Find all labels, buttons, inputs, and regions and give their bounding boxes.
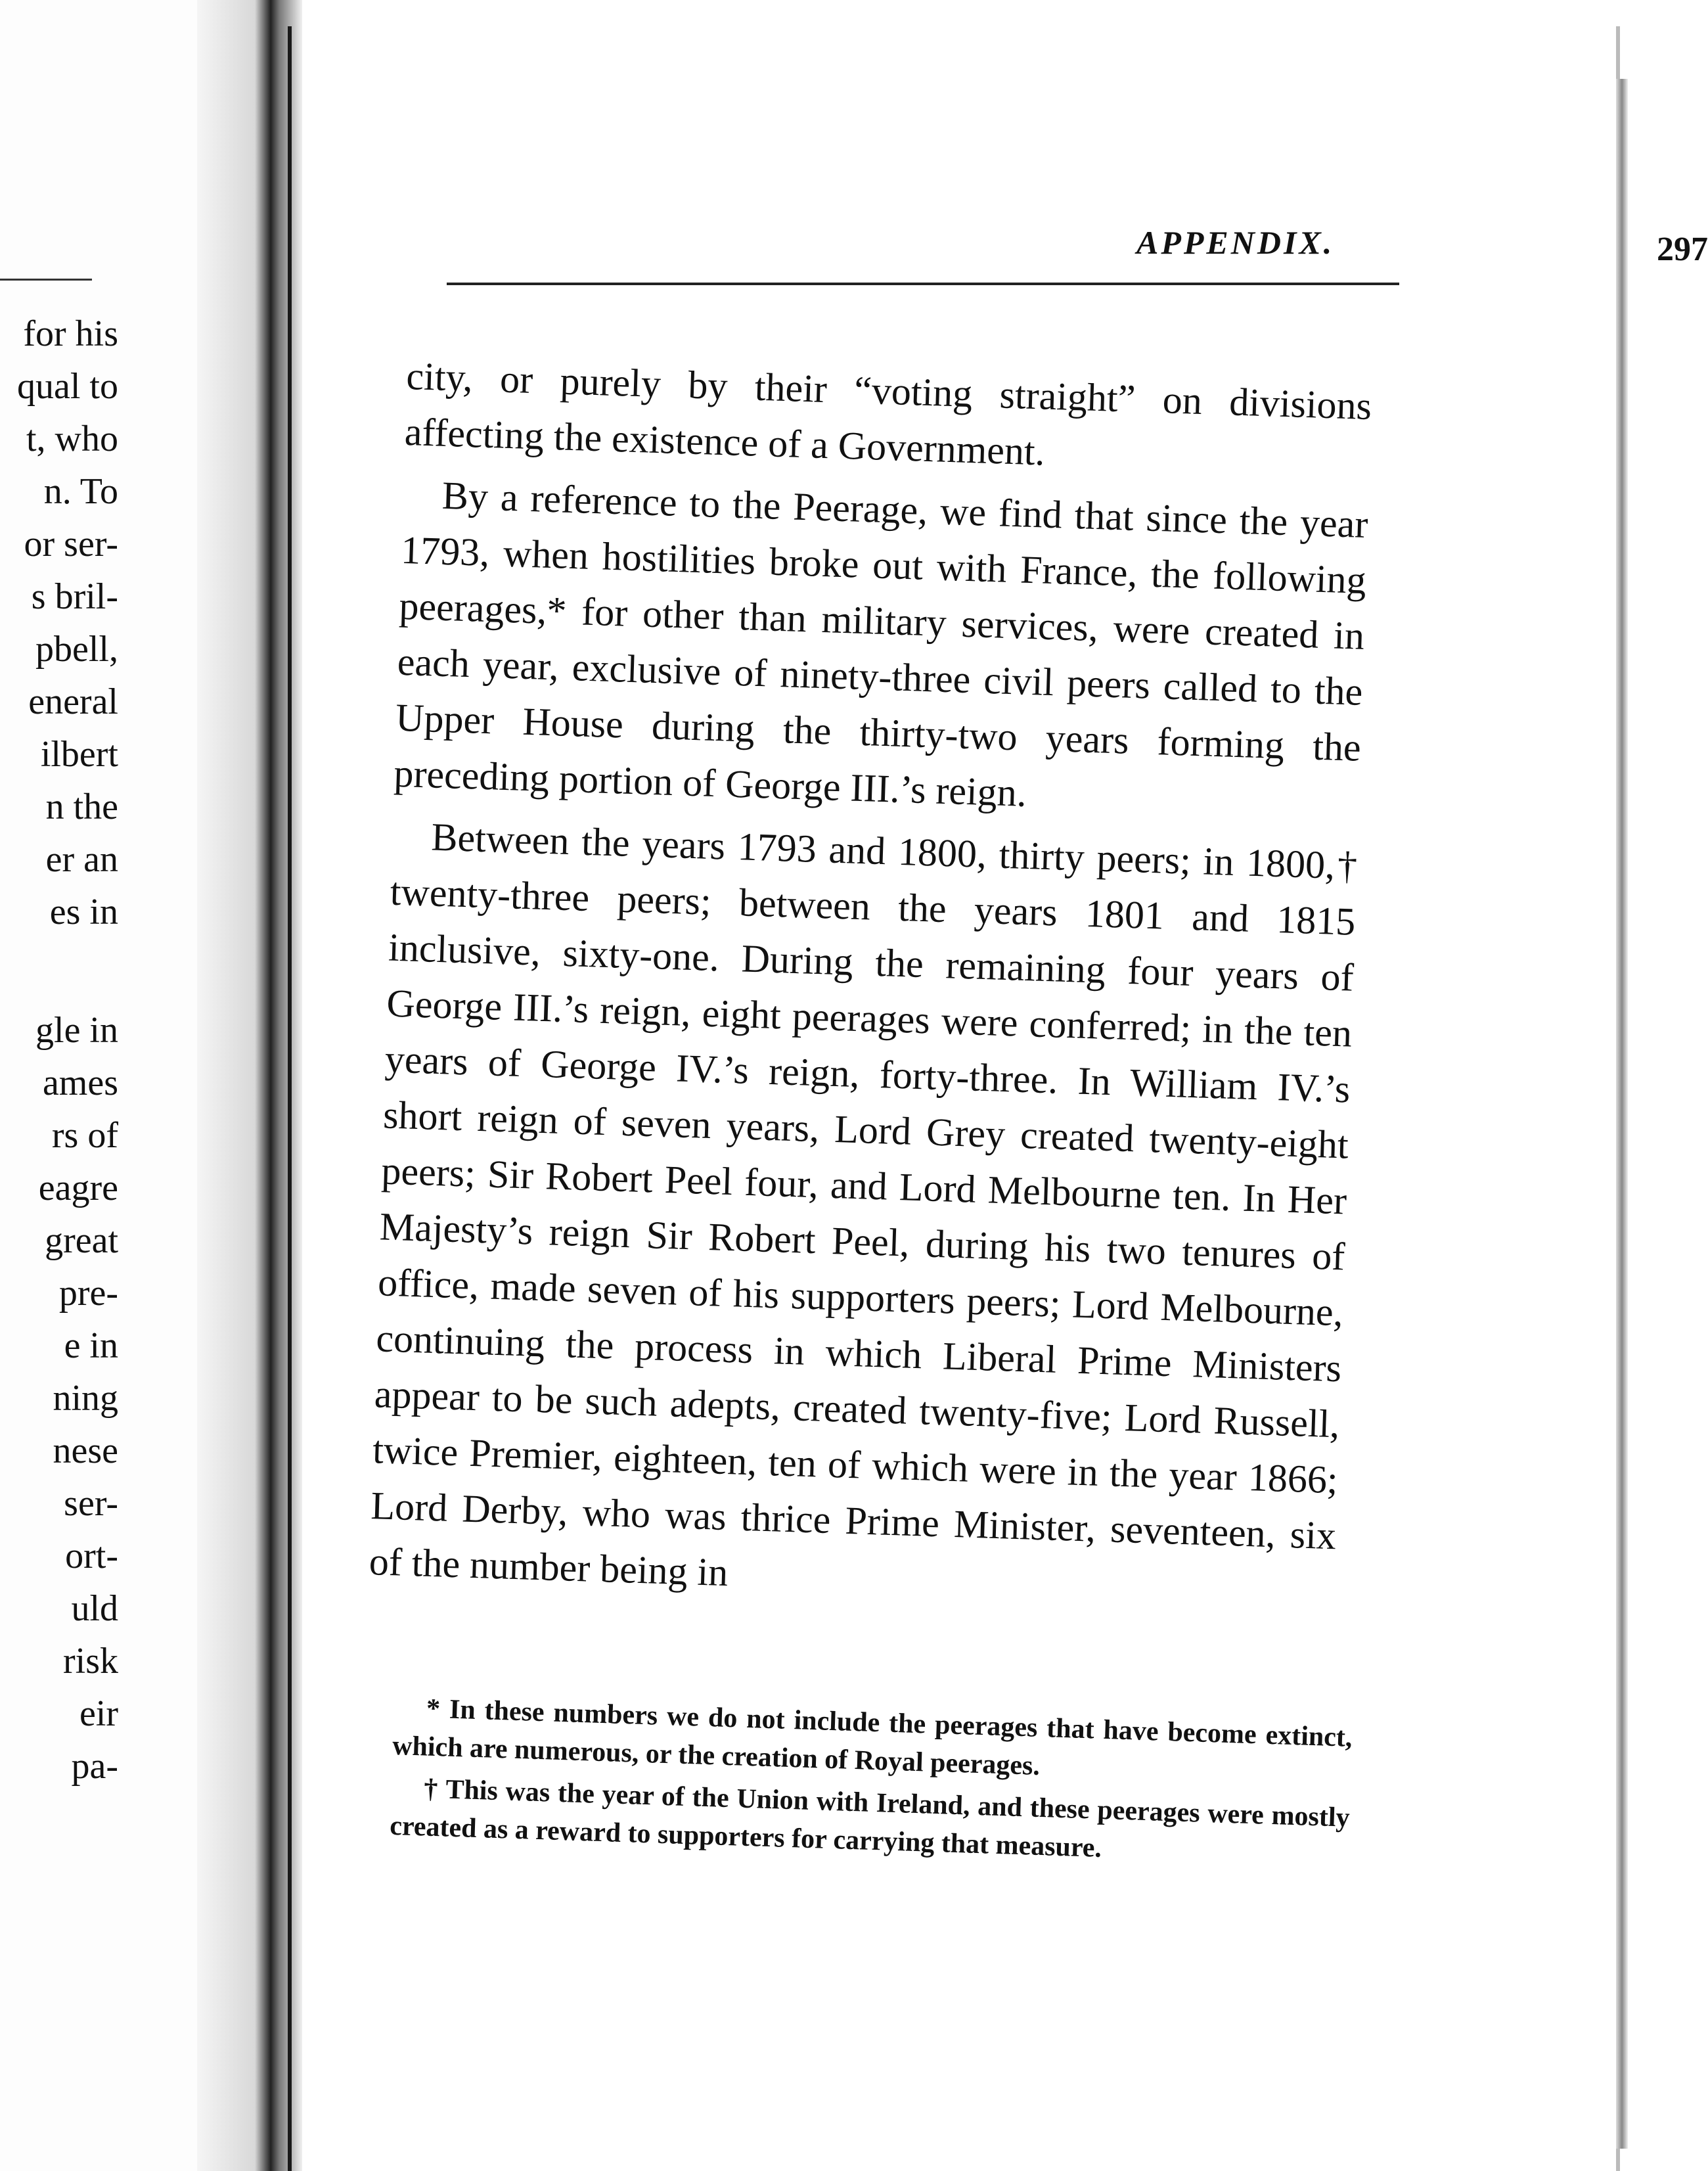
facing-page-line: es in [49,892,118,932]
footnote: * In these numbers we do not include the peerages that have become extinct, which are numerous, or the creation of Royal peerages. [392,1693,1353,1781]
facing-page-line: ser- [64,1483,118,1524]
facing-page-rule [0,279,92,281]
facing-page-line: eagre [38,1168,118,1208]
header-rule [447,283,1399,285]
facing-page-line: pa- [71,1746,118,1787]
page-header [828,223,1708,283]
paragraph: By a reference to the Peerage, we find that since the year 1793, when hostilities broke out with France, the following peerages,* for other than military services, were created in each year, exclusive of ninety-three civil peers called to the Upper House during the thirty-two years forming the preceding portion of George III.’s reign. [393,473,1369,815]
book-gutter [197,0,302,2171]
facing-page-line: for his [23,313,118,354]
footnotes [389,1689,1353,1879]
facing-page-line: qual to [17,366,118,407]
facing-page-line: n. To [43,471,118,512]
page-edge [1616,79,1628,2149]
paragraph: city, or purely by their “voting straight” on divisions affecting the existence of a Government. [403,354,1372,474]
facing-page-line: ames [42,1063,118,1103]
facing-page-line: pbell, [35,629,118,670]
facing-page-line: gle in [35,1010,118,1051]
paragraph: Between the years 1793 and 1800, thirty peers; in 1800,† twenty-three peers; between the years 1801 and 1815 inclusive, sixty-one. During the remaining four years of George III.’s reign, eight peerages were conferred; in the ten years of George IV.’s reign, forty-three. In William IV.’s short reign of seven years, Lord Grey created twenty-eight peers; Sir Robert Peel four, and Lord Melbourne ten. In Her Majesty’s reign Sir Robert Peel, during his two tenures of office, made seven of his supporters peers; Lord Melbourne, continuing the process in which Liberal Prime Ministers appear to be such adepts, created twenty-five; Lord Russell, twice Premier, eighteen, ten of which were in the year 1866; Lord Derby, who was thrice Prime Minister, seventeen, six of the number being in [368,815,1359,1595]
facing-page-line: ning [53,1378,118,1419]
facing-page-line: risk [63,1641,118,1681]
facing-page-line: s bril- [31,576,118,617]
body-text [369,348,1373,1620]
facing-page-line: great [45,1220,118,1261]
facing-page-line: nese [53,1430,118,1471]
book-page [302,26,1708,2171]
facing-page-line: pre- [58,1273,118,1314]
running-head: APPENDIX. [1136,224,1335,261]
binding-edge [288,26,292,2171]
facing-page-line: t, who [26,419,118,459]
footnote: † This was the year of the Union with Ireland, and these peerages were mostly created as a reward to supporters for carrying that measure. [389,1773,1351,1863]
page-number: 297 [1657,231,1708,268]
facing-page-line: ilbert [40,734,118,775]
facing-page-line: or ser- [24,524,118,564]
facing-page-line: eir [79,1693,118,1734]
facing-page-line: ort- [65,1536,118,1576]
facing-page-line: uld [71,1588,118,1629]
facing-page-line: rs of [51,1115,118,1156]
facing-page-line: n the [45,787,118,827]
facing-page-line: eneral [28,681,118,722]
facing-page-line: er an [45,839,118,880]
facing-page-line: e in [64,1325,118,1366]
